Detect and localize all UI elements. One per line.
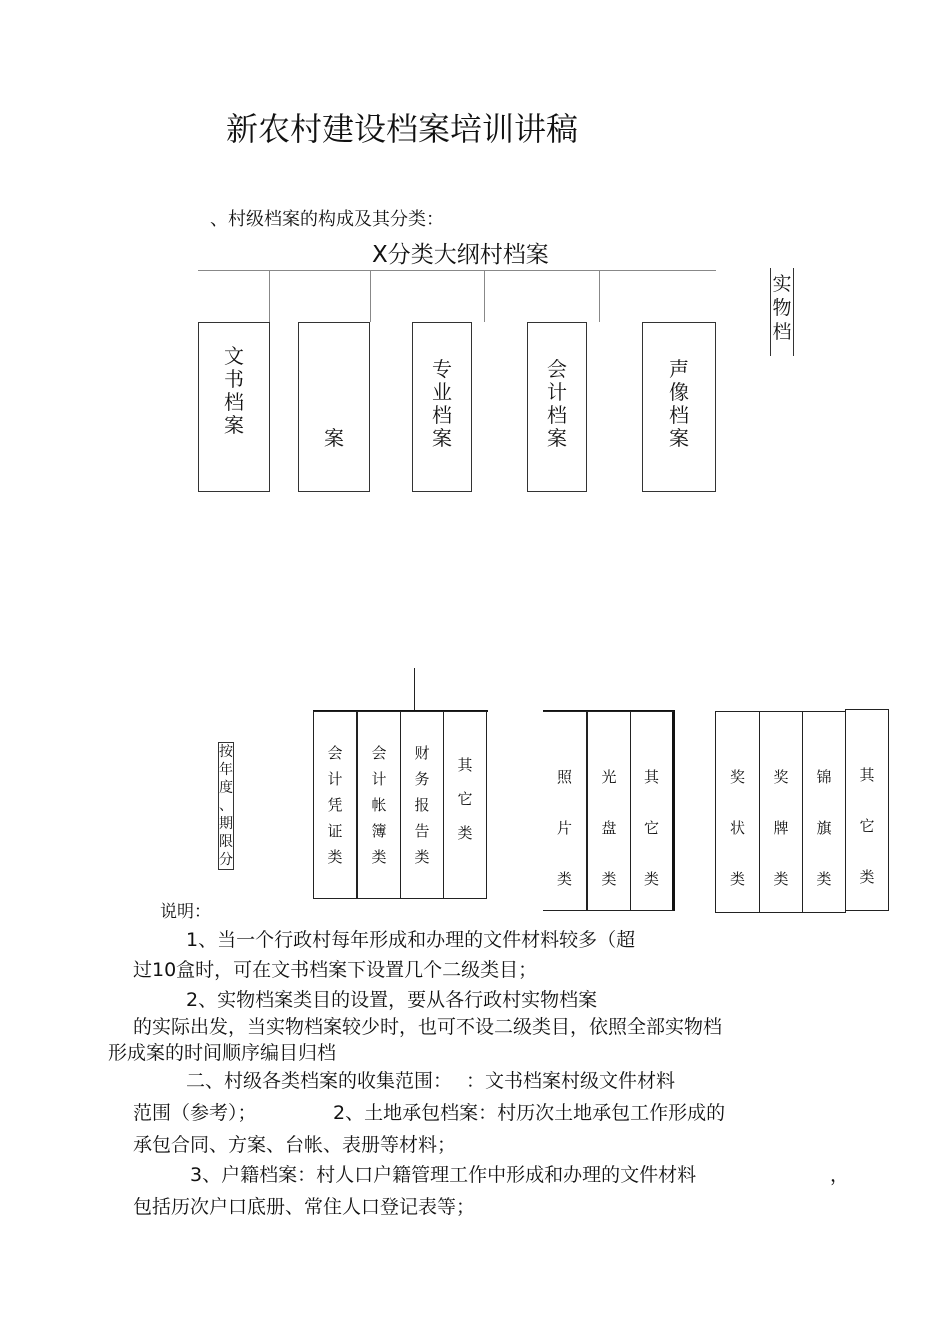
sub-box-disc: 光 盘 类 bbox=[587, 711, 631, 911]
document-title: 新农村建设档案培训讲稿 bbox=[226, 110, 579, 148]
paragraph-line: 1、当一个行政村每年形成和办理的文件材料较多（超 bbox=[186, 929, 636, 951]
sub-box-voucher: 会 计 凭 证 类 bbox=[313, 711, 357, 899]
category-box-wenshu bbox=[198, 322, 270, 492]
tree-title: X分类大纲村档案 bbox=[372, 242, 549, 268]
sub-box-banner: 锦 旗 类 bbox=[802, 711, 846, 913]
sub-box-other-physical: 其 它 类 bbox=[845, 709, 889, 911]
tree-horizontal-line bbox=[198, 270, 716, 271]
tree-connector bbox=[484, 270, 485, 322]
sub-box-ledger: 会 计 帐 簿 类 bbox=[357, 711, 401, 899]
sub-box-report: 财 务 报 告 类 bbox=[400, 711, 444, 899]
sub-box-medal: 奖 牌 类 bbox=[759, 711, 803, 913]
sub-box-photo: 照 片 类 bbox=[543, 711, 587, 911]
category-box-kuaiji bbox=[527, 322, 587, 492]
paragraph-line: 的实际出发，当实物档案较少时，也可不设二级类目，依照全部实物档 bbox=[133, 1016, 723, 1038]
category-label: 案 bbox=[324, 426, 344, 450]
paragraph-line: 过10盒时，可在文书档案下设置几个二级类目； bbox=[133, 959, 538, 981]
category-box-partial bbox=[298, 322, 370, 492]
category-box-shiwu bbox=[770, 268, 794, 356]
paragraph-line: ， bbox=[830, 1164, 850, 1186]
paragraph-line: 承包合同、方案、台帐、表册等材料； bbox=[133, 1134, 457, 1156]
sub-box-other-audio: 其 它 类 bbox=[630, 711, 675, 911]
paragraph-line: 3、户籍档案：村人口户籍管理工作中形成和办理的文件材料 bbox=[190, 1164, 697, 1186]
tree-connector bbox=[269, 270, 270, 322]
tree-connector bbox=[599, 270, 600, 322]
category-label: 声 像 档 案 bbox=[669, 357, 689, 450]
category-box-zhuanye bbox=[412, 322, 472, 492]
note-label: 说明： bbox=[160, 902, 211, 922]
category-label: 会 计 档 案 bbox=[547, 357, 567, 450]
paragraph-line: 2、土地承包档案：村历次土地承包工作形成的 bbox=[333, 1102, 726, 1124]
paragraph-line: ：文书档案村级文件材料 bbox=[466, 1070, 676, 1092]
sub-tree-connector bbox=[414, 668, 415, 710]
period-note-box bbox=[218, 742, 234, 870]
category-label: 文 书 档 案 bbox=[224, 344, 244, 437]
paragraph-line: 2、实物档案类目的设置，要从各行政村实物档案 bbox=[186, 989, 598, 1011]
tree-connector bbox=[370, 270, 371, 322]
period-note-label: 按 年 度 、 期 限 分 bbox=[219, 744, 233, 868]
category-box-shengxiang bbox=[642, 322, 716, 492]
sub-box-other-accounting: 其 它 类 bbox=[443, 711, 487, 899]
paragraph-line: 形成案的时间顺序编目归档 bbox=[108, 1042, 337, 1064]
category-label: 实 物 档 bbox=[772, 273, 792, 343]
section-heading-1: 、村级档案的构成及其分类： bbox=[210, 209, 444, 230]
sub-box-certificate: 奖 状 类 bbox=[715, 711, 760, 913]
paragraph-line: 范围（参考）； bbox=[133, 1102, 257, 1124]
paragraph-line: 包括历次户口底册、常住人口登记表等； bbox=[133, 1196, 476, 1218]
category-label: 专 业 档 案 bbox=[432, 357, 452, 450]
section-heading-2: 二、村级各类档案的收集范围： bbox=[186, 1070, 453, 1092]
